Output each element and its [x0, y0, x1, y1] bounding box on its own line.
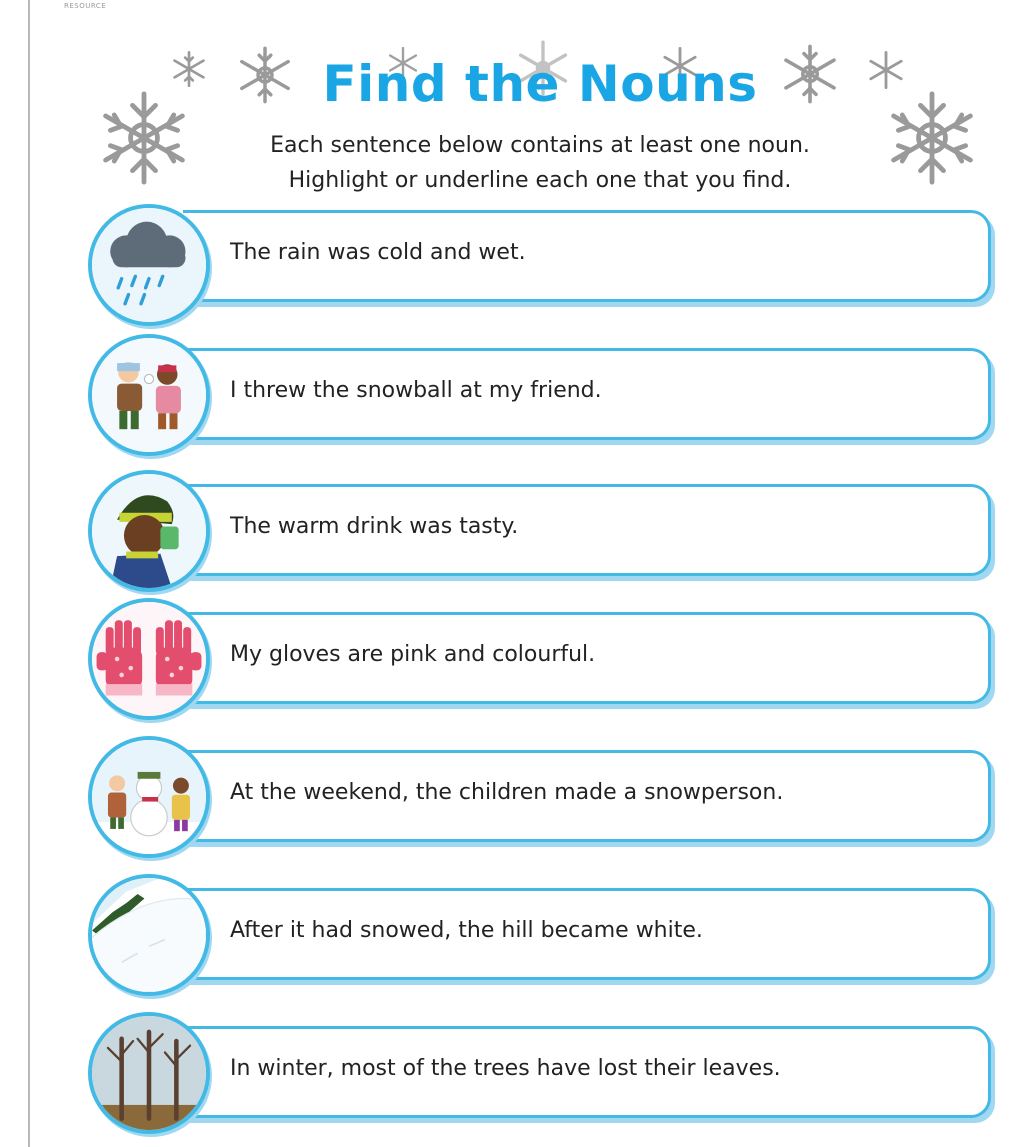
- sentence-text[interactable]: In winter, most of the trees have lost their leaves.: [230, 1056, 781, 1081]
- snowy-hill-icon: [88, 874, 210, 996]
- sentence-text[interactable]: My gloves are pink and colourful.: [230, 642, 596, 667]
- children-snowball-icon: [88, 334, 210, 456]
- sentence-text[interactable]: At the weekend, the children made a snowperson.: [230, 780, 784, 805]
- instruction-line: Highlight or underline each one that you find.: [288, 168, 792, 193]
- sentence-text[interactable]: I threw the snowball at my friend.: [230, 378, 602, 403]
- bare-trees-icon: [88, 1012, 210, 1134]
- child-drinking-icon: [88, 470, 210, 592]
- snowperson-icon: [88, 736, 210, 858]
- sentence-text[interactable]: The warm drink was tasty.: [230, 514, 519, 539]
- snowflake-icon: [96, 90, 192, 186]
- pink-gloves-icon: [88, 598, 210, 720]
- page-margin-rule: [28, 0, 30, 1147]
- sentence-text[interactable]: After it had snowed, the hill became white.: [230, 918, 703, 943]
- sentence-text[interactable]: The rain was cold and wet.: [230, 240, 526, 265]
- snowflake-icon: [170, 50, 208, 88]
- rain-cloud-icon: [88, 204, 210, 326]
- snowflake-icon: [884, 90, 980, 186]
- snowflake-icon: [866, 50, 906, 90]
- worksheet-instructions: [200, 128, 880, 198]
- instruction-line: Each sentence below contains at least one noun.: [270, 133, 810, 158]
- worksheet-title: Find the Nouns: [322, 55, 758, 113]
- corner-mark: RESOURCE: [64, 2, 107, 10]
